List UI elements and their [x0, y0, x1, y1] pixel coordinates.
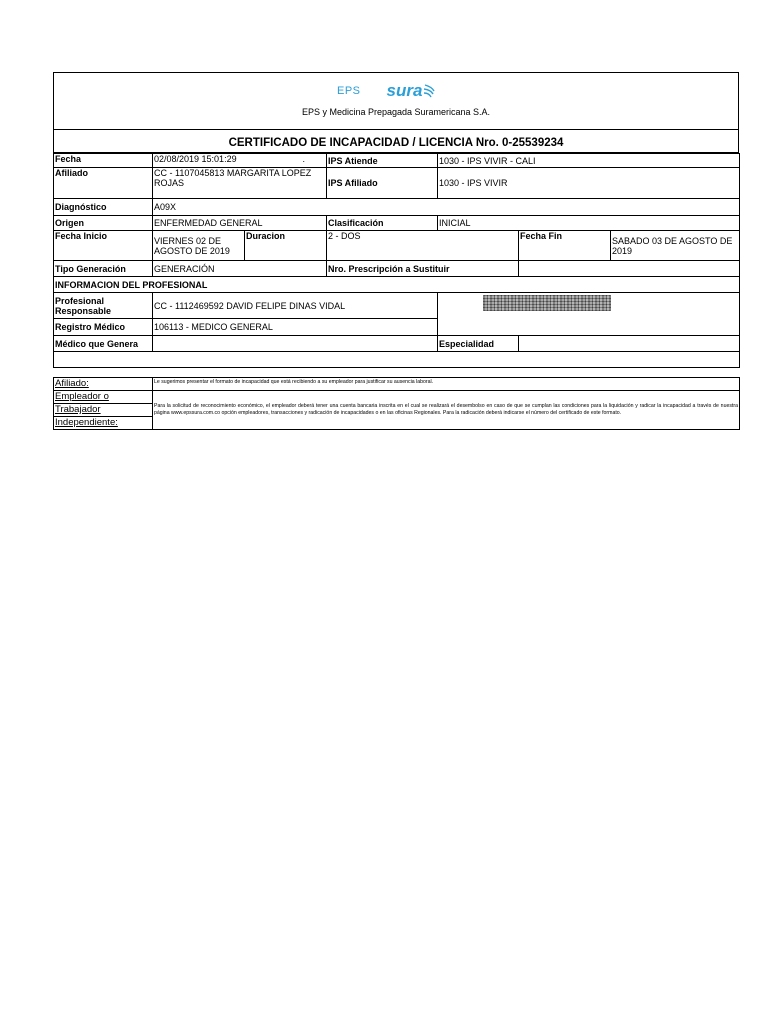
fecha-fin-label: Fecha Fin — [519, 231, 611, 261]
row-afiliado — [54, 168, 740, 199]
certificate-details-table — [53, 153, 740, 368]
ips-afiliado-label: IPS Afiliado — [327, 168, 438, 199]
row-fecha — [54, 154, 740, 168]
row-spacer — [54, 352, 740, 368]
fecha-dot: . — [302, 154, 305, 164]
clasificacion-value: INICIAL — [438, 216, 740, 231]
afiliado-value: CC - 1107045813 MARGARITA LOPEZ ROJAS — [153, 168, 327, 199]
row-tipo-generacion — [54, 261, 740, 277]
profesional-responsable-value: CC - 1112469592 DAVID FELIPE DINAS VIDAL — [153, 293, 438, 319]
row-origen — [54, 216, 740, 231]
fecha-value-text: 02/08/2019 15:01:29 — [154, 154, 237, 164]
nro-prescripcion-label: Nro. Prescripción a Sustituir — [327, 261, 519, 277]
sura-wave-icon — [423, 83, 437, 99]
diagnostico-label: Diagnóstico — [54, 199, 153, 216]
diagnostico-value: A09X — [153, 199, 740, 216]
ips-atiende-value: 1030 - IPS VIVIR - CALI — [438, 154, 740, 168]
fecha-inicio-label: Fecha Inicio — [54, 231, 153, 261]
registro-medico-label: Registro Médico — [54, 319, 153, 336]
fecha-fin-value: SABADO 03 DE AGOSTO DE 2019 — [611, 231, 740, 261]
row-profesional-responsable — [54, 293, 740, 319]
spacer-cell — [54, 352, 740, 368]
ips-atiende-label: IPS Atiende — [327, 154, 438, 168]
document-header — [53, 72, 739, 130]
footer-notes-table — [53, 377, 740, 430]
logo-sura-text: sura — [386, 81, 423, 100]
signature-wrap — [438, 295, 739, 311]
medico-genera-label: Médico que Genera — [54, 336, 153, 352]
ips-afiliado-value: 1030 - IPS VIVIR — [438, 168, 740, 199]
origen-value: ENFERMEDAD GENERAL — [153, 216, 327, 231]
origen-label: Origen — [54, 216, 153, 231]
tipo-generacion-value: GENERACIÓN — [153, 261, 327, 277]
signature-cell — [438, 293, 740, 336]
row-medico-genera — [54, 336, 740, 352]
fecha-value — [153, 154, 327, 168]
row-fechas — [54, 231, 740, 261]
clasificacion-label: Clasificación — [327, 216, 438, 231]
nro-prescripcion-value — [519, 261, 740, 277]
footer-empleador-labels — [54, 391, 153, 430]
footer-independiente-label: Independiente: — [55, 417, 118, 428]
registro-medico-value: 106113 - MEDICO GENERAL — [153, 319, 438, 336]
medico-genera-value — [153, 336, 438, 352]
footer-afiliado-note: Le sugerimos presentar el formato de incapacidad que está recibiendo a su empleador para justificar su ausencia laboral. — [153, 378, 740, 391]
footer-empleador-label: Empleador o — [54, 391, 152, 404]
footer-row-empleador — [54, 391, 740, 430]
afiliado-label: Afiliado — [54, 168, 153, 199]
footer-trabajador-label: Trabajador — [54, 404, 152, 417]
especialidad-value — [519, 336, 740, 352]
logo-eps-text: EPS — [337, 85, 361, 97]
certificate-title: CERTIFICADO DE INCAPACIDAD / LICENCIA Nro. 0-25539234 — [53, 130, 739, 153]
especialidad-label: Especialidad — [438, 336, 519, 352]
row-diagnostico — [54, 199, 740, 216]
tipo-generacion-label: Tipo Generación — [54, 261, 153, 277]
footer-row-afiliado — [54, 378, 740, 391]
footer-empleador-note: Para la solicitud de reconocimiento económico, el empleador deberá tener una cuenta bancaria inscrita en el cual se realizará el desembolso en caso de que se cumplan las condiciones para la liquidación y radicar la incapacidad a través de nuestra página www.epssura.com.co opción empleadores, transacciones y radicación de incapacidades o en las oficinas Regionales. Para la radicación deberá indicarse el número del certificado de este formato. — [153, 391, 740, 430]
fecha-label: Fecha — [54, 154, 153, 168]
row-profesional-header — [54, 277, 740, 293]
company-name: EPS y Medicina Prepagada Suramericana S.A. — [301, 107, 491, 117]
profesional-responsable-label: Profesional Responsable — [54, 293, 153, 319]
duracion-label: Duracion — [245, 231, 327, 261]
footer-afiliado-label: Afiliado: — [54, 378, 153, 391]
signature-image — [483, 295, 611, 311]
profesional-section-label: INFORMACION DEL PROFESIONAL — [54, 277, 740, 293]
duracion-value: 2 - DOS — [327, 231, 519, 261]
fecha-inicio-value: VIERNES 02 DE AGOSTO DE 2019 — [153, 231, 245, 261]
sura-logo — [337, 81, 437, 101]
